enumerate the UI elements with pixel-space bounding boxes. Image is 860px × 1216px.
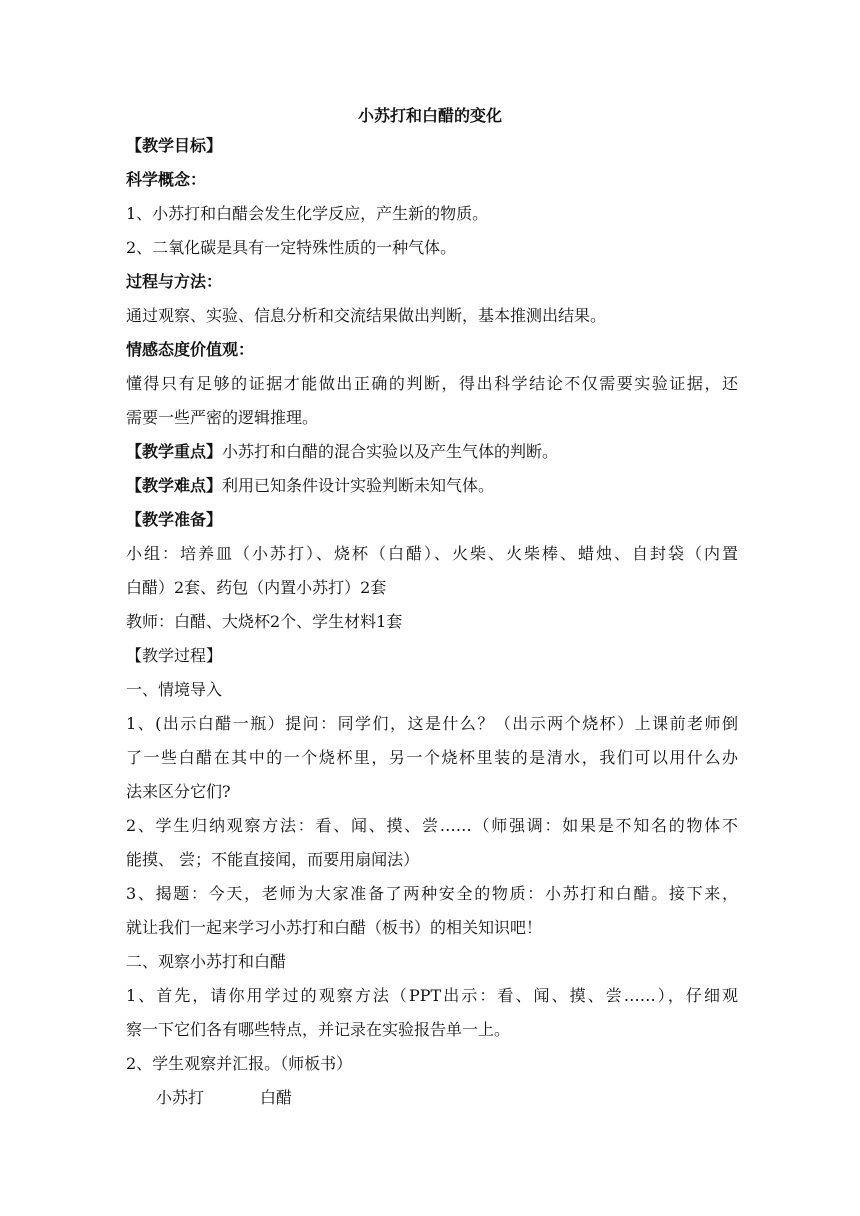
text-line: 通过观察、实验、信息分析和交流结果做出判断，基本推测出结果。 bbox=[126, 306, 607, 325]
text-line: 1、首先，请你用学过的观察方法（PPT出示：看、闻、摸、尝……），仔细观 bbox=[126, 986, 738, 1005]
difficulties-text: 利用已知条件设计实验判断未知气体。 bbox=[222, 476, 495, 495]
text-line: 就让我们一起来学习小苏打和白醋（板书）的相关知识吧！ bbox=[126, 918, 543, 937]
text-line: 1、小苏打和白醋会发生化学反应，产生新的物质。 bbox=[126, 204, 489, 223]
text-line: 需要一些严密的逻辑推理。 bbox=[126, 408, 319, 427]
heading-science-concepts: 科学概念： bbox=[126, 170, 207, 189]
key-points-text: 小苏打和白醋的混合实验以及产生气体的判断。 bbox=[222, 442, 559, 461]
heading-attitudes-values: 情感态度价值观： bbox=[126, 340, 255, 359]
text-line: 2、学生观察并汇报。（师板书） bbox=[126, 1054, 353, 1073]
heading-preparation: 【教学准备】 bbox=[126, 510, 223, 529]
heading-key-points: 【教学重点】 bbox=[126, 442, 223, 461]
section-heading: 二、观察小苏打和白醋 bbox=[126, 952, 287, 971]
heading-teaching-process: 【教学过程】 bbox=[126, 646, 223, 665]
section-heading: 一、情境导入 bbox=[126, 680, 223, 699]
text-line: 了一些白醋在其中的一个烧杯里，另一个烧杯里装的是清水，我们可以用什么办 bbox=[126, 748, 738, 767]
text-line: 察一下它们各有哪些特点，并记录在实验报告单一上。 bbox=[126, 1020, 511, 1039]
heading-process-methods: 过程与方法： bbox=[126, 272, 223, 291]
board-writing-line bbox=[156, 1086, 768, 1110]
heading-teaching-goals: 【教学目标】 bbox=[126, 136, 223, 155]
difficulties-line bbox=[126, 474, 738, 498]
board-label-baking-soda: 小苏打 bbox=[156, 1088, 205, 1107]
text-line: 能摸、 尝；不能直接闻，而要用扇闻法） bbox=[126, 850, 420, 869]
heading-difficulties: 【教学难点】 bbox=[126, 476, 223, 495]
key-points-line bbox=[126, 440, 738, 464]
text-line: 法来区分它们? bbox=[126, 782, 231, 801]
text-line: 1、(出示白醋一瓶）提问：同学们，这是什么？（出示两个烧杯）上课前老师倒 bbox=[126, 714, 738, 733]
text-line: 懂得只有足够的证据才能做出正确的判断，得出科学结论不仅需要实验证据，还 bbox=[126, 374, 738, 393]
text-line: 白醋）2套、药包（内置小苏打）2套 bbox=[126, 578, 387, 597]
text-line: 小组：培养皿（小苏打）、烧杯（白醋）、火柴、火柴棒、蜡烛、自封袋（内置 bbox=[126, 544, 738, 563]
document-title: 小苏打和白醋的变化 bbox=[357, 106, 502, 125]
text-line: 教师：白醋、大烧杯2个、学生材料1套 bbox=[126, 612, 403, 631]
text-line: 3、揭题：今天，老师为大家准备了两种安全的物质：小苏打和白醋。接下来， bbox=[126, 884, 738, 903]
text-line: 2、二氧化碳是具有一定特殊性质的一种气体。 bbox=[126, 238, 457, 257]
board-label-white-vinegar: 白醋 bbox=[260, 1088, 293, 1107]
text-line: 2、学生归纳观察方法：看、闻、摸、尝……（师强调：如果是不知名的物体不 bbox=[126, 816, 738, 835]
